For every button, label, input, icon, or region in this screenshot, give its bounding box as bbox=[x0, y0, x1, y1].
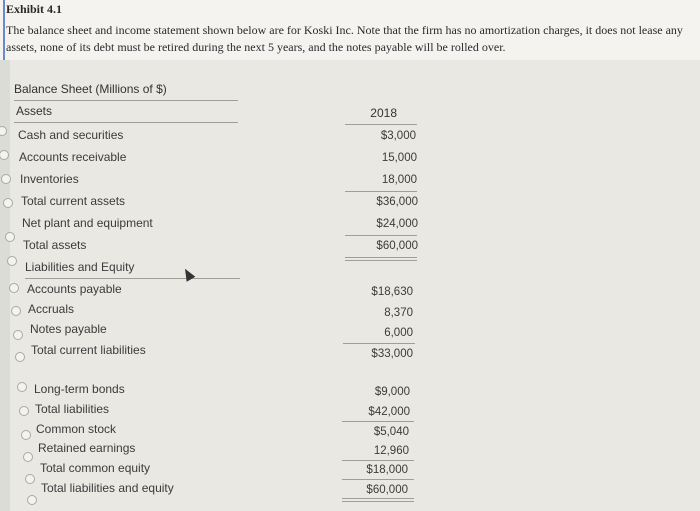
row-divider bbox=[345, 235, 417, 236]
row-divider bbox=[342, 421, 414, 422]
radio-option[interactable] bbox=[1, 174, 11, 184]
radio-option[interactable] bbox=[25, 474, 35, 484]
row-label: Retained earnings bbox=[38, 441, 136, 455]
row-value: 6,000 bbox=[384, 327, 413, 339]
exhibit-title: Exhibit 4.1 bbox=[6, 2, 63, 16]
radio-option[interactable] bbox=[3, 198, 13, 208]
row-label: Inventories bbox=[20, 172, 79, 186]
row-label: Total current liabilities bbox=[31, 343, 146, 357]
row-value: 18,000 bbox=[381, 174, 417, 186]
radio-option[interactable] bbox=[9, 283, 19, 293]
row-value: 12,960 bbox=[373, 445, 409, 457]
radio-option[interactable] bbox=[21, 430, 31, 440]
row-label: Total liabilities and equity bbox=[41, 481, 174, 495]
radio-option[interactable] bbox=[19, 406, 29, 416]
row-value: $60,000 bbox=[366, 484, 408, 496]
row-label: Total common equity bbox=[40, 461, 151, 475]
row-divider bbox=[342, 501, 414, 502]
radio-option[interactable] bbox=[11, 306, 21, 316]
row-value: $9,000 bbox=[374, 386, 410, 398]
row-value: $36,000 bbox=[376, 196, 418, 208]
row-label: Total current assets bbox=[21, 194, 126, 208]
row-value: 8,370 bbox=[384, 307, 413, 319]
year-divider bbox=[345, 124, 417, 125]
radio-option[interactable] bbox=[5, 232, 15, 242]
row-label: Accounts receivable bbox=[19, 150, 127, 164]
exhibit-accent-bar bbox=[3, 0, 5, 60]
row-divider bbox=[345, 191, 417, 192]
row-divider bbox=[342, 498, 414, 499]
radio-option[interactable] bbox=[15, 352, 25, 362]
radio-option[interactable] bbox=[23, 452, 33, 462]
row-divider bbox=[343, 343, 415, 344]
row-divider bbox=[345, 257, 417, 258]
row-value: $60,000 bbox=[376, 240, 418, 252]
row-divider bbox=[342, 460, 414, 461]
row-divider bbox=[345, 260, 417, 261]
radio-option[interactable] bbox=[13, 330, 23, 340]
row-value: $3,000 bbox=[380, 130, 416, 142]
row-label: Liabilities and Equity bbox=[25, 260, 135, 274]
assets-divider bbox=[14, 122, 238, 123]
row-label: Long-term bonds bbox=[34, 382, 125, 396]
row-value: $24,000 bbox=[376, 218, 418, 230]
balance-sheet-heading: Balance Sheet (Millions of $) bbox=[14, 82, 167, 96]
mouse-cursor-icon bbox=[181, 266, 196, 281]
row-label: Accounts payable bbox=[27, 282, 122, 296]
row-value: 15,000 bbox=[381, 152, 417, 164]
row-value: $18,630 bbox=[371, 286, 413, 298]
exhibit-box bbox=[0, 0, 700, 60]
row-label: Accruals bbox=[28, 302, 75, 316]
row-value: $18,000 bbox=[366, 464, 408, 476]
exhibit-description: The balance sheet and income statement shown below are for Koski Inc. Note that the firm has no amortization charges, it does not lease any assets, none of its debt must be retired during the next 5 years, and the notes payable will be rolled over. bbox=[6, 23, 683, 54]
section-divider bbox=[25, 278, 240, 279]
row-label: Total liabilities bbox=[35, 402, 110, 416]
row-label: Net plant and equipment bbox=[22, 216, 153, 230]
row-value: $42,000 bbox=[368, 406, 410, 418]
year-header: 2018 bbox=[370, 106, 397, 120]
radio-option[interactable] bbox=[17, 382, 27, 392]
radio-option[interactable] bbox=[27, 495, 37, 505]
row-label: Total assets bbox=[23, 238, 87, 252]
heading-divider bbox=[14, 100, 238, 101]
row-value: $5,040 bbox=[373, 426, 409, 438]
row-value: $33,000 bbox=[371, 348, 413, 360]
row-label: Cash and securities bbox=[18, 128, 124, 142]
row-label: Common stock bbox=[36, 422, 117, 436]
row-divider bbox=[342, 479, 414, 480]
assets-header: Assets bbox=[16, 104, 53, 118]
radio-option[interactable] bbox=[7, 256, 17, 266]
row-label: Notes payable bbox=[30, 322, 107, 336]
